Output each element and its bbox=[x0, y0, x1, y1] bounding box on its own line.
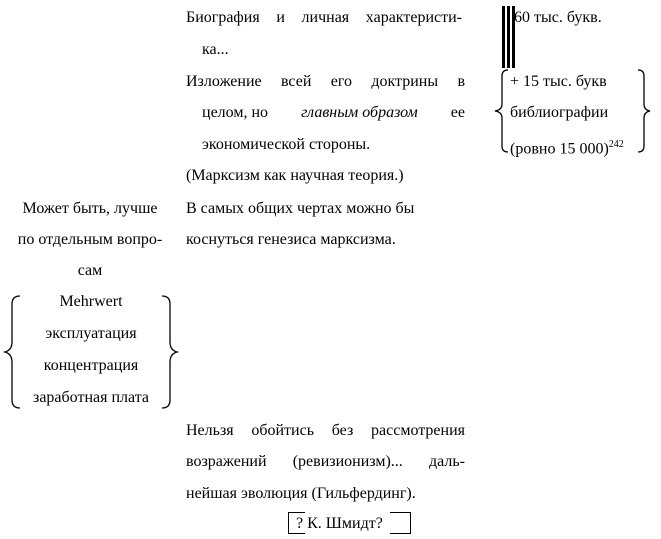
main-line: коснуться генезиса марксизма. bbox=[186, 231, 396, 248]
brace-item: концентрация bbox=[43, 357, 139, 374]
main-line: (Марксизм как научная теория.) bbox=[186, 167, 404, 184]
main-line: Изложение всей его доктрины в bbox=[186, 73, 465, 90]
brace-item: библиографии bbox=[510, 104, 609, 121]
left-note-line: по отдельным вопро- bbox=[17, 231, 163, 248]
text: целом, но bbox=[202, 104, 273, 121]
text: ее bbox=[446, 104, 465, 121]
brace-item: + 15 тыс. букв bbox=[510, 73, 607, 90]
text: (ровно 15 000) bbox=[510, 140, 609, 158]
main-line: экономической стороны. bbox=[202, 136, 371, 153]
letter-count: 60 тыс. букв. bbox=[514, 9, 602, 26]
brace-item: заработная плата bbox=[33, 389, 149, 406]
brace-item: эксплуатация bbox=[45, 325, 137, 342]
main-line bbox=[202, 103, 465, 123]
brace-item: Mehrwert bbox=[59, 293, 123, 310]
main-line: ка... bbox=[202, 41, 229, 58]
main-line: возражений (ревизионизм)... даль- bbox=[186, 453, 465, 470]
main-line: Биография и личная характеристи- bbox=[186, 9, 462, 26]
brace-item bbox=[510, 135, 624, 159]
frame-right bbox=[390, 512, 411, 534]
main-line: нейшая эволюция (Гильфердинг). bbox=[186, 485, 416, 502]
left-note-line: Может быть, лучше bbox=[22, 200, 158, 217]
main-line: Нельзя обойтись без рассмотрения bbox=[186, 422, 465, 439]
schmidt-note: ? К. Шмидт? bbox=[296, 515, 383, 532]
footnote-marker: 242 bbox=[608, 139, 624, 150]
main-line: В самых общих чертах можно бы bbox=[186, 200, 415, 217]
left-note-line: сам bbox=[77, 262, 103, 279]
emphasis-text: главным образом bbox=[301, 104, 418, 121]
